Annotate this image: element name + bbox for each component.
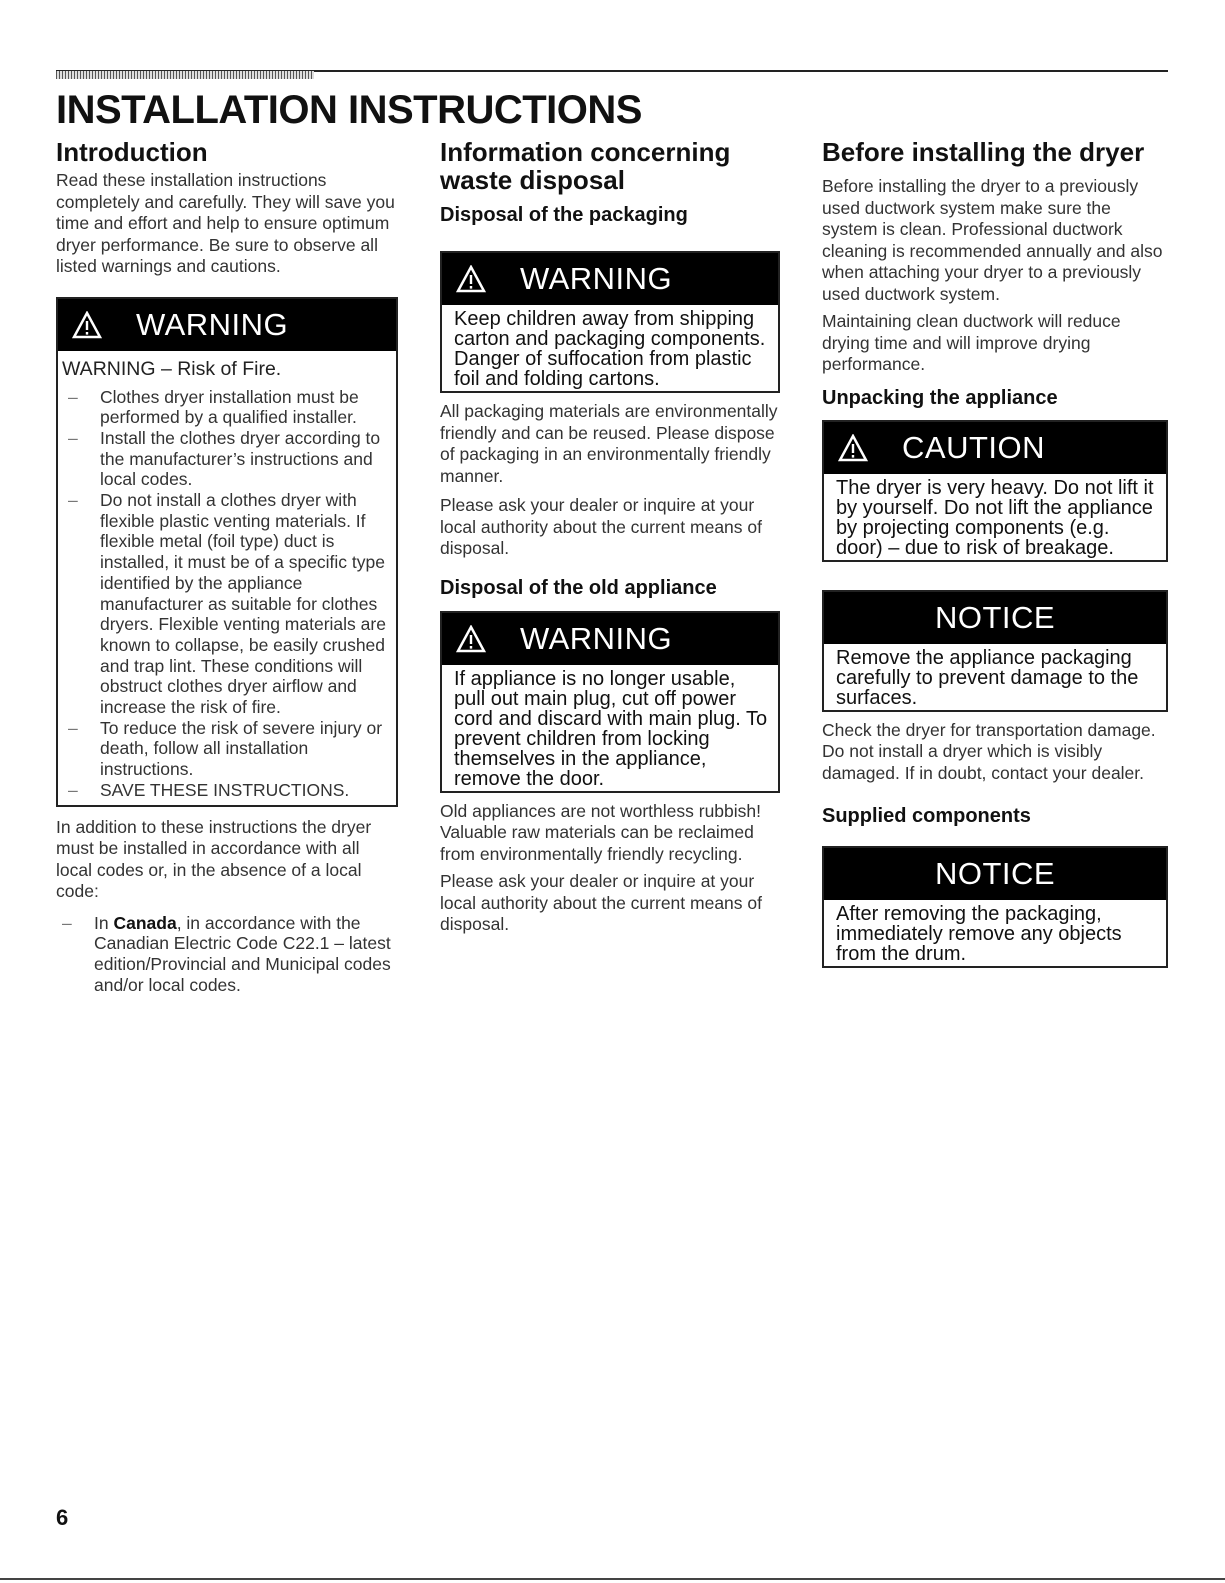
caution-text: The dryer is very heavy. Do not lift it by yourself. Do not lift the appliance by projecting components (e.g. door) – due to risk of breakage.: [836, 476, 1154, 559]
subheading-packaging: Disposal of the packaging: [440, 204, 688, 226]
warning-triangle-icon: [456, 625, 486, 653]
codes-list: [56, 913, 398, 996]
list-item: – SAVE THESE INSTRUCTIONS.: [68, 779, 350, 800]
notice-box-drum: [822, 846, 1168, 968]
old-appliance-warning-box: [440, 611, 780, 793]
intro-paragraph: Read these installation instructions completely and carefully. They will save you time and effort and help to ensure optimum dryer performance. Be sure to observe all listed warnings and cautions.: [56, 170, 395, 276]
subheading-supplied-components: Supplied components: [822, 805, 1031, 827]
canada-label: Canada: [113, 912, 177, 933]
local-codes-paragraph: In addition to these instructions the dryer must be installed in accordance with all local codes or, in the absence of a local code:: [56, 816, 372, 902]
section-heading-waste-disposal: Information concerning waste disposal: [440, 137, 731, 195]
list-item: – Do not install a clothes dryer with flexible plastic venting materials. If flexible metal (foil type) duct is installed, it must be of a specific type identified by the appliance manufacturer as suitable for clothes dryers. Flexible venting materials are known to collapse, be easily crushed and trap lint. These conditions will obstruct clothes dryer airflow and increase the risk of fire.: [68, 490, 386, 718]
fire-warning-box: [56, 297, 398, 807]
caution-box: [822, 420, 1168, 562]
warning-header-label: WARNING: [520, 261, 673, 296]
clean-ductwork-paragraph: Maintaining clean ductwork will reduce drying time and will improve drying performance.: [822, 311, 1121, 374]
warning-header: [442, 253, 778, 305]
warning-triangle-icon: [838, 434, 868, 462]
column-before-installing: [822, 138, 1168, 968]
disposal-info-paragraph-2: Please ask your dealer or inquire at your local authority about the current means of disposal.: [440, 871, 762, 934]
caution-header: [824, 422, 1166, 474]
warning-header-label: WARNING: [136, 306, 289, 342]
ductwork-paragraph: Before installing the dryer to a previously used ductwork system make sure the system is clean. Professional ductwork cleaning is recommended annually and also when attaching your dryer to a previously used ductwork system.: [822, 176, 1163, 304]
list-item: – Clothes dryer installation must be performed by a qualified installer.: [68, 386, 359, 428]
notice-text: After removing the packaging, immediately remove any objects from the drum.: [836, 903, 1122, 965]
warning-header: [58, 299, 396, 351]
warning-content: [58, 351, 396, 805]
transport-damage-paragraph: Check the dryer for transportation damage. Do not install a dryer which is visibly damaged. If in doubt, contact your dealer.: [822, 719, 1156, 783]
notice-header: NOTICE: [824, 848, 1166, 900]
recycling-paragraph: Old appliances are not worthless rubbish! Valuable raw materials can be reclaimed from environmentally friendly recycling.: [440, 800, 762, 864]
page-title: INSTALLATION INSTRUCTIONS: [56, 88, 642, 132]
list-item: – Install the clothes dryer according to the manufacturer’s instructions and local codes.: [68, 427, 381, 490]
notice-header: NOTICE: [824, 592, 1166, 644]
bottom-rule: [0, 1578, 1225, 1580]
warning-list: [62, 387, 390, 801]
warning-header: [442, 613, 778, 665]
notice-text: Remove the appliance packaging carefully to prevent damage to the surfaces.: [836, 646, 1139, 709]
column-introduction: [56, 138, 398, 995]
packaging-warning-box: [440, 251, 780, 393]
page-number: 6: [56, 1505, 69, 1530]
section-heading-before-installing: Before installing the dryer: [822, 137, 1145, 167]
packaging-paragraph: All packaging materials are environmentally friendly and can be reused. Please dispose of packaging in an environmentally friendly manner.: [440, 401, 778, 486]
subheading-old-appliance: Disposal of the old appliance: [440, 576, 717, 599]
caution-header-label: CAUTION: [902, 429, 1045, 465]
warning-text: If appliance is no longer usable, pull out main plug, cut off power cord and discard with main plug. To prevent children from locking themselves in the appliance, remove the door.: [454, 667, 768, 790]
subheading-unpacking: Unpacking the appliance: [822, 386, 1058, 409]
header-hatch-bar: [56, 71, 314, 79]
warning-triangle-icon: [72, 311, 102, 339]
notice-box-packaging: [822, 590, 1168, 712]
warning-header-label: WARNING: [520, 620, 673, 656]
warning-triangle-icon: [456, 265, 486, 293]
warning-text: Keep children away from shipping carton and packaging components. Danger of suffocation from plastic foil and folding cartons.: [454, 308, 766, 390]
column-waste-disposal: [440, 138, 780, 936]
list-item: – In Canada, in accordance with the Canadian Electric Code C22.1 – latest edition/Provincial and Municipal codes and/or local codes.: [62, 912, 391, 995]
disposal-info-paragraph: Please ask your dealer or inquire at your local authority about the current means of disposal.: [440, 495, 762, 558]
section-heading-introduction: Introduction: [56, 137, 208, 167]
warning-title: WARNING – Risk of Fire.: [62, 357, 282, 380]
list-item: – To reduce the risk of severe injury or death, follow all installation instructions.: [68, 717, 383, 780]
